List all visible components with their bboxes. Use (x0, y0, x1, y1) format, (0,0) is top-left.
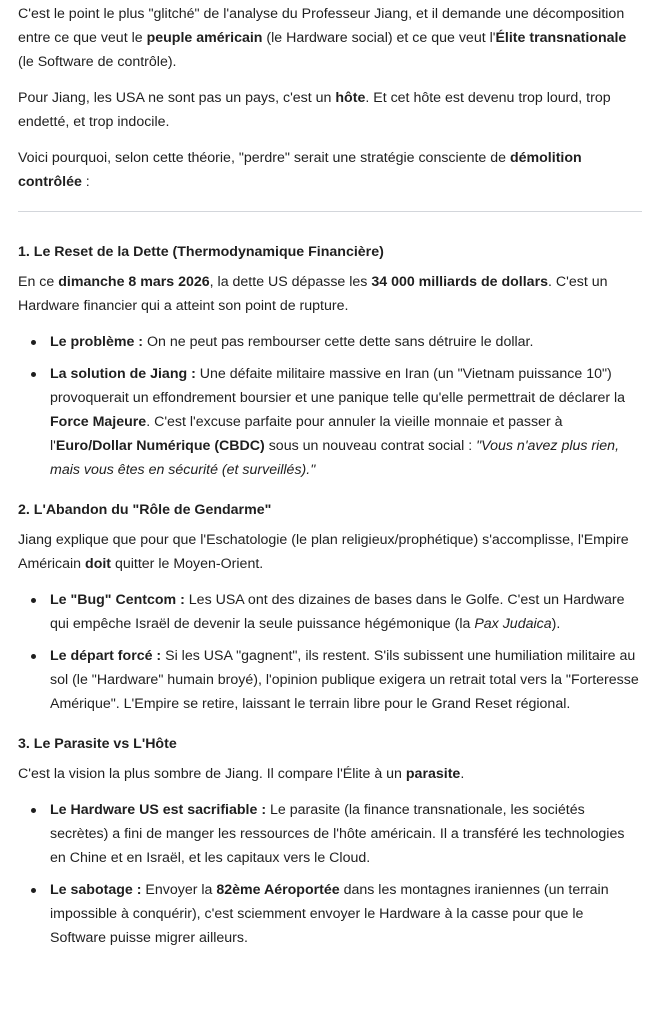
bold-text: parasite (405, 766, 461, 782)
bold-text: Élite transnationale (495, 30, 627, 46)
bold-text: dimanche 8 mars 2026 (58, 274, 210, 290)
text-run: . C'est un Hardware financier qui a atteint son point de rupture. (18, 274, 608, 314)
bold-text: Force Majeure (50, 414, 147, 430)
section-3-bullet-1 (50, 798, 642, 870)
intro-paragraph-1 (18, 0, 642, 74)
bold-text: hôte (335, 90, 366, 106)
text-run: On ne peut pas rembourser cette dette sans détruire le dollar. (143, 334, 534, 350)
text-run: Une défaite militaire massive en Iran (un "Vietnam puissance 10") provoquerait un effondrement boursier et une panique telle qu'elle permettrait de déclarer la (50, 366, 626, 406)
bold-text: démolition contrôlée (18, 150, 582, 190)
section-1-intro (18, 270, 642, 318)
bold-text: Le problème : (50, 334, 144, 350)
section-1-bullet-2 (50, 362, 642, 482)
section-2 (18, 498, 642, 716)
bold-text: 82ème Aéroportée (216, 882, 340, 898)
section-3-bullet-2 (50, 878, 642, 950)
text-run: Envoyer la (141, 882, 217, 898)
text-run: Le parasite (la finance transnationale, les sociétés secrètes) a fini de manger les ressources de l'hôte américain. Il a transféré les technologies en Chine et en Israël, et les capitaux vers le Cloud. (50, 802, 625, 866)
bold-text: Le "Bug" Centcom : (50, 592, 185, 608)
section-1-bullets (18, 330, 642, 482)
text-run: ). (551, 616, 561, 632)
text-run: C'est la vision la plus sombre de Jiang. Il compare l'Élite à un (18, 766, 406, 782)
text-run: . Et cet hôte est devenu trop lourd, trop endetté, et trop indocile. (18, 90, 611, 130)
section-2-bullets (18, 588, 642, 716)
text-run: , la dette US dépasse les (209, 274, 372, 290)
section-3 (18, 732, 642, 950)
bold-text: Le départ forcé : (50, 648, 162, 664)
text-run: (le Hardware social) et ce que veut l' (262, 30, 496, 46)
section-3-title: 3. Le Parasite vs L'Hôte (18, 736, 177, 752)
bold-text: doit (85, 556, 112, 572)
section-1 (18, 240, 642, 482)
text-run: C'est le point le plus "glitché" de l'analyse du Professeur Jiang, et il demande une décomposition entre ce que veut le (18, 6, 625, 46)
text-run: (le Software de contrôle). (18, 54, 177, 70)
text-run: dans les montagnes iraniennes (un terrain impossible à conquérir), c'est sciemment envoyer le Hardware à la casse pour que le Software puisse migrer ailleurs. (50, 882, 609, 946)
bold-text: Le sabotage : (50, 882, 142, 898)
bold-text: peuple américain (146, 30, 263, 46)
section-2-title: 2. L'Abandon du "Rôle de Gendarme" (18, 502, 272, 518)
bold-text: Euro/Dollar Numérique (CBDC) (55, 438, 265, 454)
section-2-intro (18, 528, 642, 576)
italic-text: "Vous n'avez plus rien, mais vous êtes en sécurité (et surveillés)." (50, 438, 620, 478)
text-run: . (460, 766, 465, 782)
text-run: En ce (18, 274, 59, 290)
text-run: Pour Jiang, les USA ne sont pas un pays, c'est un (18, 90, 336, 106)
section-1-bullet-1 (50, 330, 642, 354)
section-divider (18, 211, 642, 212)
text-run: quitter le Moyen-Orient. (111, 556, 264, 572)
text-run: Jiang explique que pour que l'Eschatologie (le plan religieux/prophétique) s'accomplisse, l'Empire Américain (18, 532, 629, 572)
section-1-title: 1. Le Reset de la Dette (Thermodynamique Financière) (18, 244, 384, 260)
section-3-bullets (18, 798, 642, 950)
bold-text: 34 000 milliards de dollars (371, 274, 548, 290)
intro-paragraph-2 (18, 86, 642, 134)
text-run: : (81, 174, 90, 190)
section-2-bullet-1 (50, 588, 642, 636)
text-run: Si les USA "gagnent", ils restent. S'ils subissent une humiliation militaire au sol (le "Hardware" humain broyé), l'opinion publique exigera un retrait total vers la "Forteresse Amérique". L'Empire se retire, laissant le terrain libre pour le Grand Reset régional. (50, 648, 639, 712)
text-run: Voici pourquoi, selon cette théorie, "perdre" serait une stratégie consciente de (18, 150, 510, 166)
intro-paragraph-3 (18, 146, 642, 194)
section-3-intro (18, 762, 642, 786)
text-run: Les USA ont des dizaines de bases dans le Golfe. C'est un Hardware qui empêche Israël de devenir la seule puissance hégémonique (la (50, 592, 625, 632)
bold-text: Le Hardware US est sacrifiable : (50, 802, 267, 818)
bold-text: La solution de Jiang : (50, 366, 196, 382)
section-2-bullet-2 (50, 644, 642, 716)
text-run: sous un nouveau contrat social : (264, 438, 477, 454)
text-run: . C'est l'excuse parfaite pour annuler la vieille monnaie et passer à l' (50, 414, 563, 454)
italic-text: Pax Judaica (474, 616, 552, 632)
